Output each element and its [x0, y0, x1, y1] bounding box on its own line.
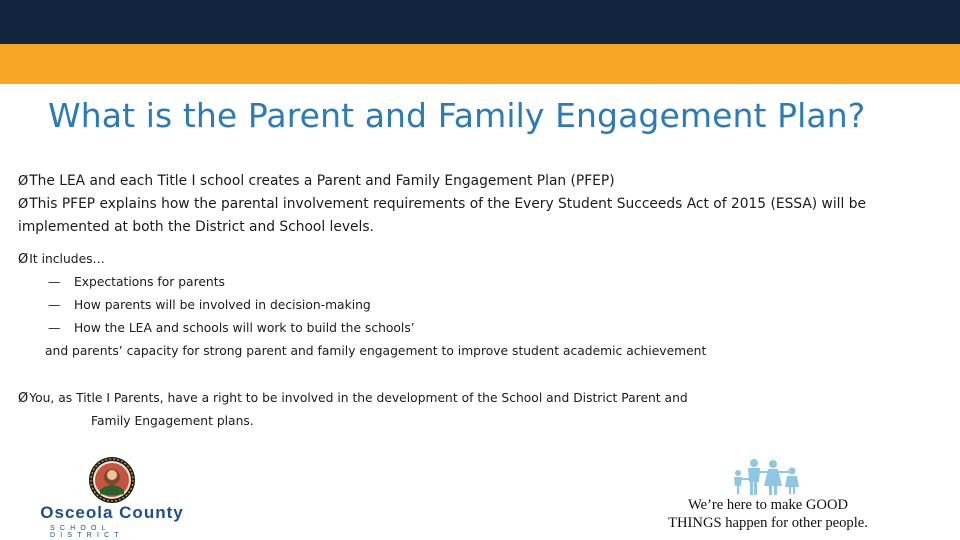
- dash-icon: —: [48, 321, 61, 335]
- bullet-text: The LEA and each Title I school creates a Parent and Family Engagement Plan (PFEP): [29, 173, 615, 189]
- dash-icon: —: [48, 275, 61, 289]
- bullet-item: [18, 248, 928, 271]
- slide-title: What is the Parent and Family Engagement Plan?: [48, 96, 866, 135]
- dash-icon: —: [48, 298, 61, 312]
- logo-subtitle: SCHOOL DISTRICT: [50, 525, 124, 539]
- bullet-continuation: implemented at both the District and School levels.: [18, 219, 374, 235]
- sub-bullet-item: [48, 317, 928, 340]
- family-icon: [730, 458, 806, 496]
- bullet-item: [18, 170, 928, 193]
- bullet-item: [18, 387, 928, 410]
- sub-bullet-item: [48, 294, 928, 317]
- sub-bullet-text: How parents will be involved in decision-making: [74, 298, 371, 312]
- logo-name: Osceola County: [40, 503, 184, 522]
- arrow-bullet-icon: Ø: [18, 197, 29, 212]
- tagline-line1: We’re here to make GOOD: [687, 497, 849, 513]
- bullet-text: It includes…: [29, 252, 105, 266]
- sub-bullet-text: How the LEA and schools will work to build the schools’: [74, 321, 415, 335]
- arrow-bullet-icon: Ø: [18, 174, 29, 189]
- bullet-continuation: Family Engagement plans.: [91, 414, 254, 428]
- arrow-bullet-icon: Ø: [18, 391, 29, 406]
- sub-bullet-text: Expectations for parents: [74, 275, 225, 289]
- district-logo: [33, 456, 191, 539]
- sub-bullet-item: [48, 271, 928, 294]
- tagline: [645, 496, 891, 532]
- header-band: [0, 0, 960, 44]
- bullet-text: This PFEP explains how the parental involvement requirements of the Every Student Succeeds Act of 2015 (ESSA) will be: [29, 196, 866, 212]
- accent-band: [0, 44, 960, 84]
- sub-bullet-continuation: and parents’ capacity for strong parent and family engagement to improve student academic achievement: [45, 344, 707, 358]
- bullet-text: You, as Title I Parents, have a right to be involved in the development of the School and District Parent and: [29, 391, 688, 405]
- bullet-list: [18, 170, 928, 433]
- arrow-bullet-icon: Ø: [18, 252, 29, 267]
- bullet-item: [18, 193, 928, 216]
- tagline-line2: THINGS happen for other people.: [668, 515, 868, 531]
- district-seal-icon: [88, 456, 136, 504]
